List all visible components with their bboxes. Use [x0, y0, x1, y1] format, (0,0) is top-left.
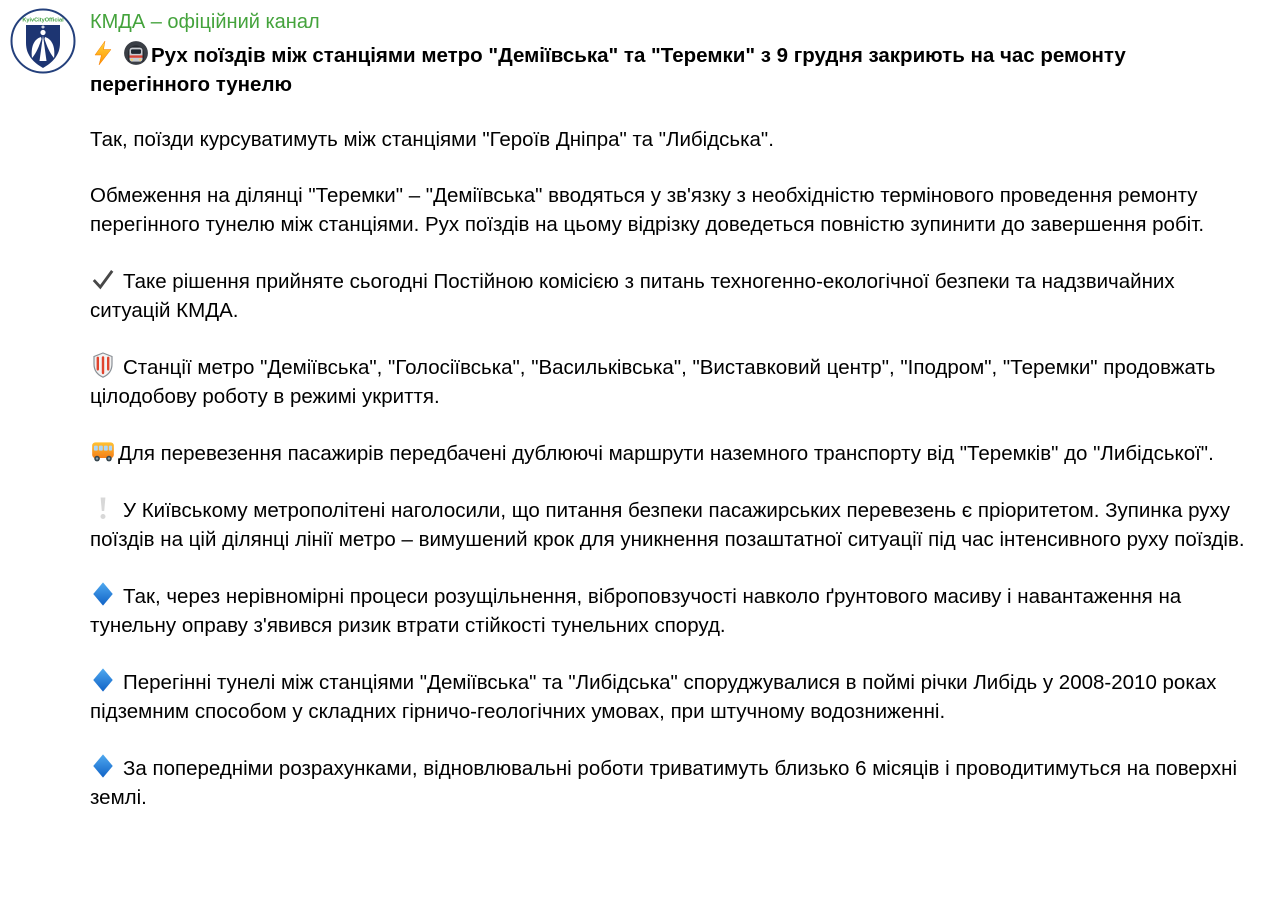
paragraph-text: Перегінні тунелі між станціями "Деміївська" та "Либідська" споруджувалися в поймі річки Либідь у 2008-2010 роках підземним способом у складних гірничо-геологічних умовах, при штучному водозниженні.	[90, 671, 1217, 723]
post-paragraph	[90, 667, 1248, 726]
post-paragraph	[90, 266, 1248, 325]
avatar[interactable]	[10, 8, 76, 74]
paragraph-text: Станції метро "Деміївська", "Голосіївська", "Васильківська", "Виставковий центр", "Іподром", "Теремки" продовжать цілодобову роботу в режимі укриття.	[90, 356, 1216, 408]
paragraph-text: Так, через нерівномірні процеси розущільнення, віброповзучості навколо ґрунтового масиву і навантаження на тунельну оправу з'явився ризик втрати стійкості тунельних споруд.	[90, 585, 1182, 637]
post-paragraph	[90, 581, 1248, 640]
lightning-icon	[90, 40, 116, 66]
shield-icon	[90, 352, 116, 378]
post-paragraph	[90, 753, 1248, 812]
kyiv-emblem-icon	[10, 8, 76, 74]
post-paragraph	[90, 352, 1248, 411]
metro-icon	[123, 40, 149, 66]
channel-name[interactable]: КМДА – офіційний канал	[90, 11, 320, 33]
headline-text: Рух поїздів між станціями метро "Деміївська" та "Теремки" з 9 грудня закриють на час ремонту перегінного тунелю	[90, 44, 1126, 96]
post-paragraph	[90, 125, 1248, 154]
blue-diamond-icon	[90, 667, 116, 693]
paragraph-text: За попередніми розрахунками, відновлювальні роботи триватимуть близько 6 місяців і проводитимуться на поверхні землі.	[90, 757, 1238, 809]
post-paragraph	[90, 438, 1248, 468]
paragraph-text: Обмеження на ділянці "Теремки" – "Деміївська" вводяться у зв'язку з необхідністю термінового проведення ремонту перегінного тунелю між станціями. Рух поїздів на цьому відрізку доведеться повністю зупинити до завершення робіт.	[90, 184, 1205, 236]
paragraph-text: Таке рішення прийняте сьогодні Постійною комісією з питань техногенно-екологічної безпеки та надзвичайних ситуацій КМДА.	[90, 270, 1175, 322]
white-exclamation-icon	[90, 495, 116, 521]
post-paragraph	[90, 495, 1248, 554]
svg-text:KyivCityOfficial: KyivCityOfficial	[22, 17, 64, 24]
paragraph-text: Для перевезення пасажирів передбачені дублюючі маршрути наземного транспорту від "Теремків" до "Либідської".	[118, 442, 1214, 465]
paragraph-text: Так, поїзди курсуватимуть між станціями "Героїв Дніпра" та "Либідська".	[90, 128, 774, 151]
check-icon	[90, 266, 116, 292]
bus-icon	[90, 438, 116, 464]
post-content	[90, 7, 1248, 812]
post-headline	[90, 40, 1248, 99]
blue-diamond-icon	[90, 753, 116, 779]
paragraph-text: У Київському метрополітені наголосили, що питання безпеки пасажирських перевезень є пріоритетом. Зупинка руху поїздів на цій ділянці лінії метро – вимушений крок для уникнення позаштатної ситуації під час інтенсивного руху поїздів.	[90, 499, 1245, 551]
blue-diamond-icon	[90, 581, 116, 607]
post-paragraph	[90, 181, 1248, 239]
